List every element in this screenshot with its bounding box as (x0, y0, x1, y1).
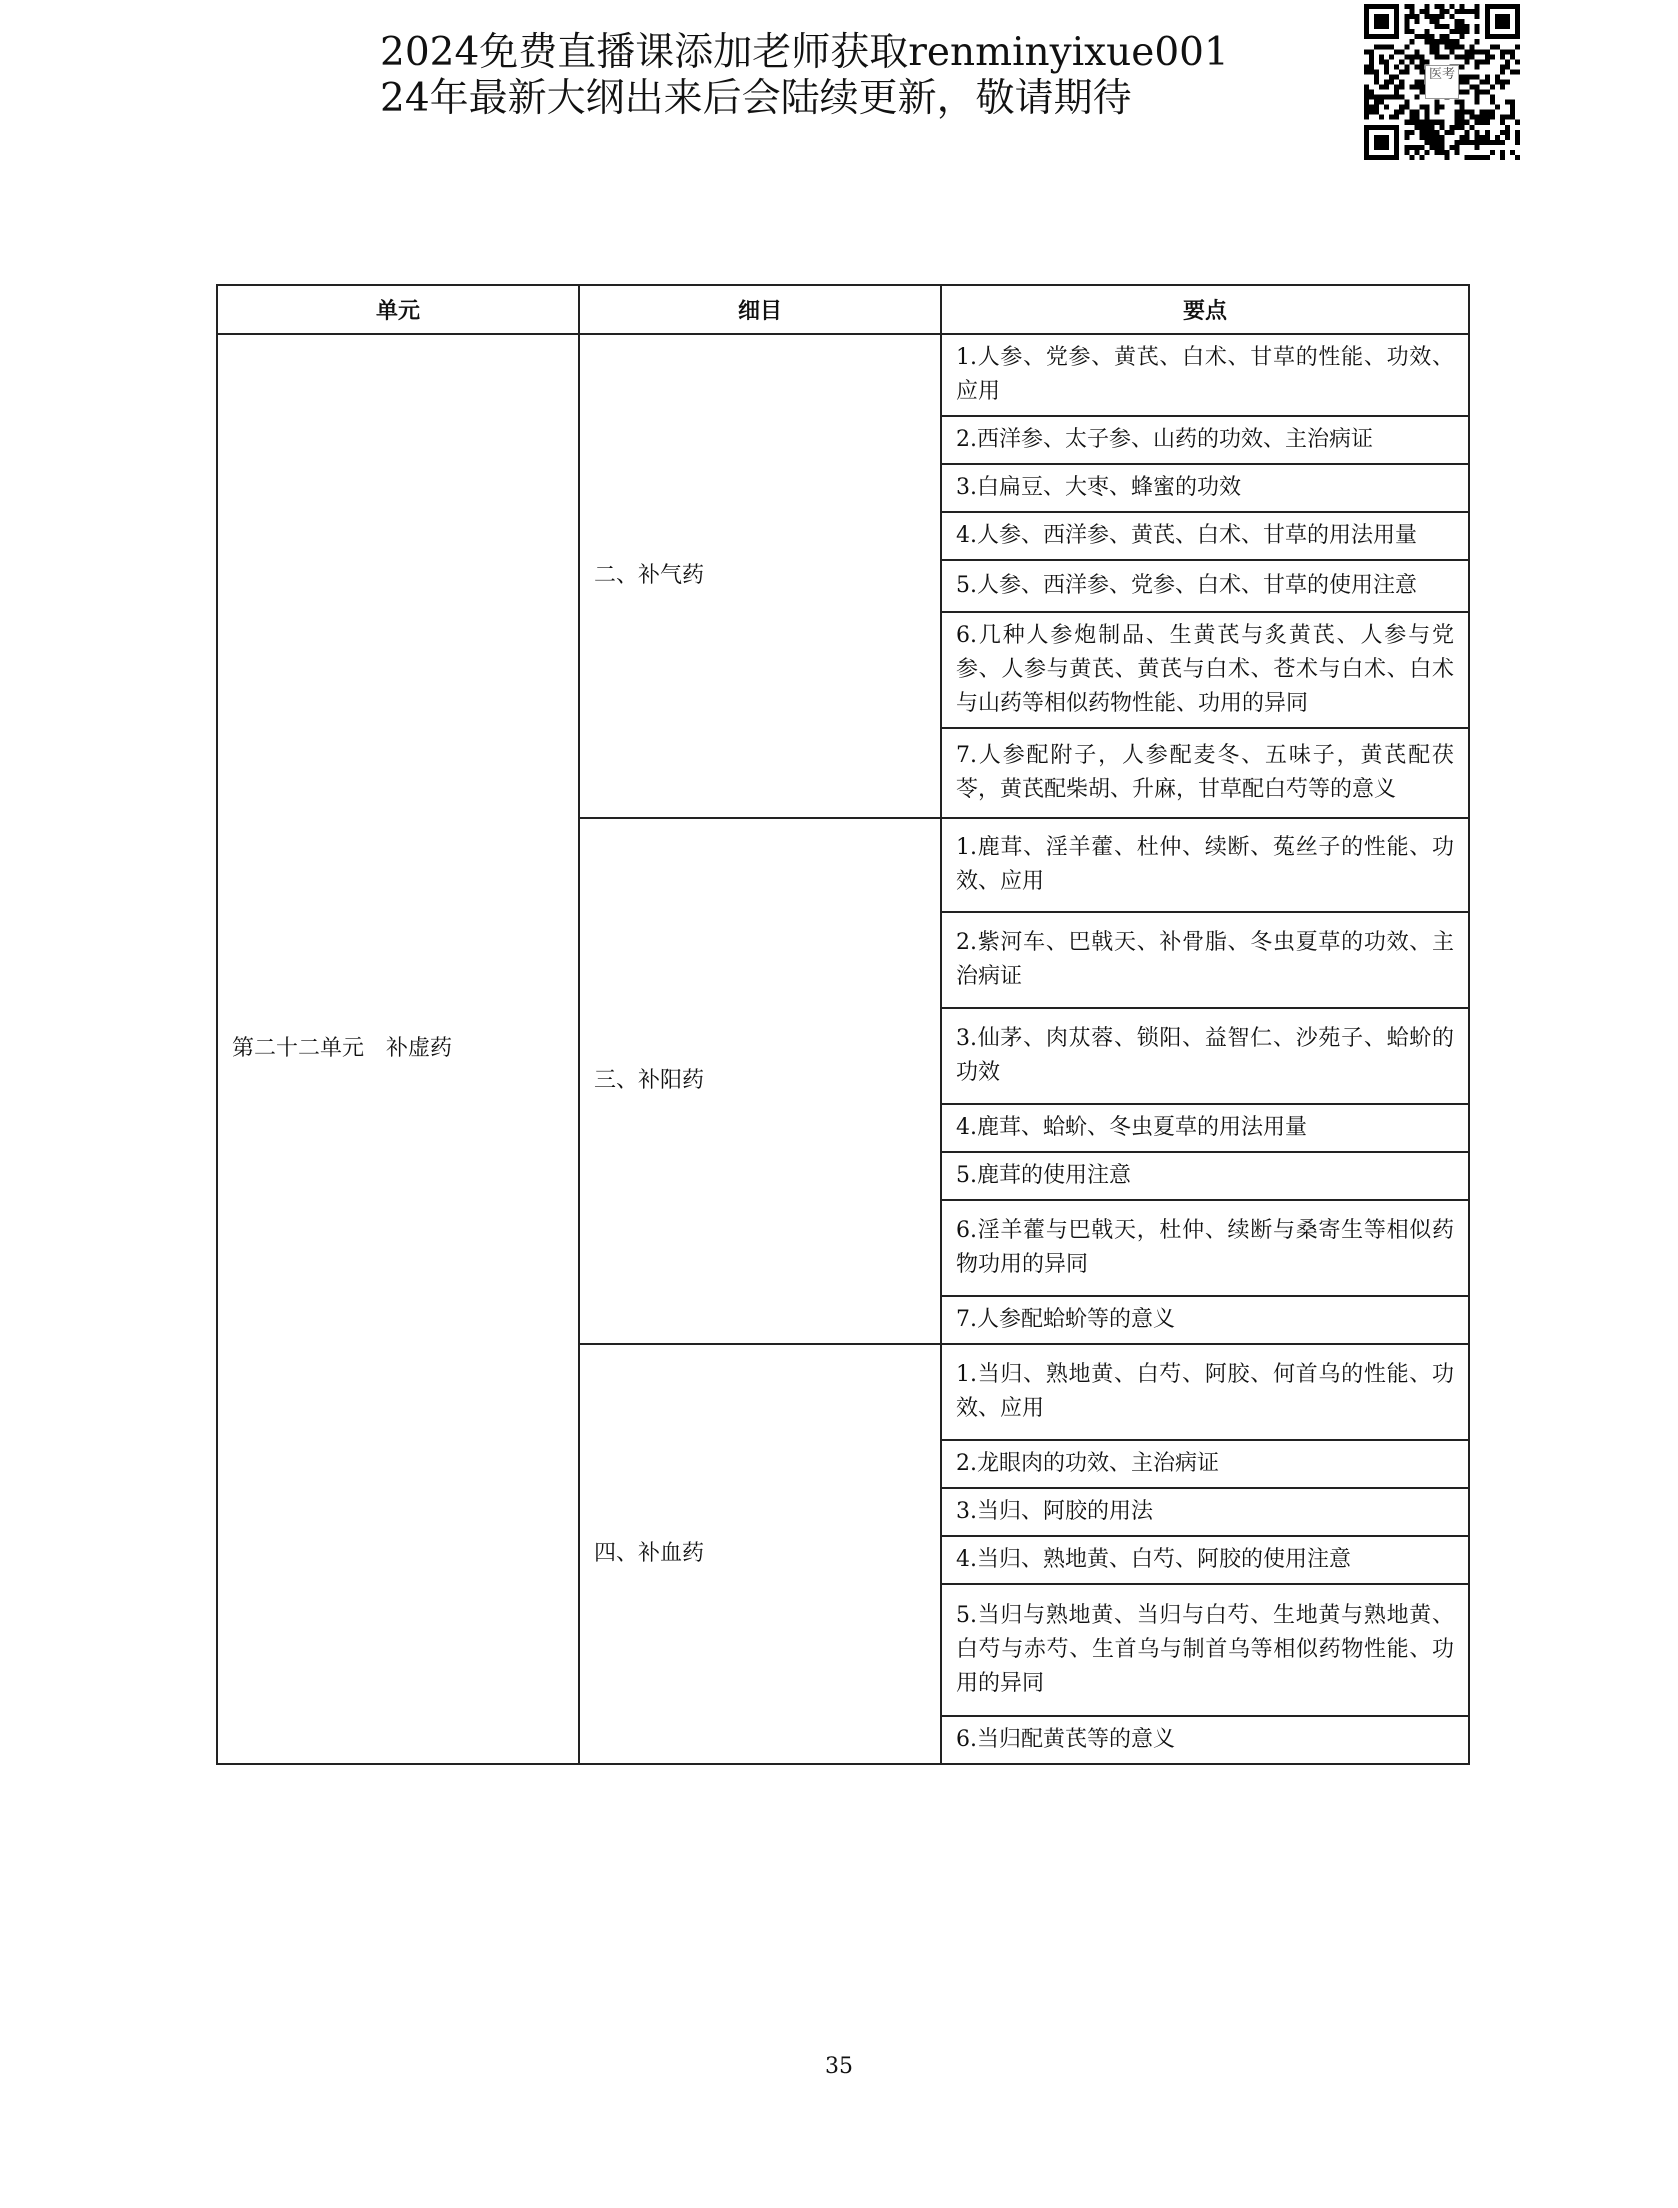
section-cell: 三、补阳药 (579, 818, 941, 1344)
column-header-unit: 单元 (217, 285, 579, 334)
point-cell: 1.人参、党参、黄芪、白术、甘草的性能、功效、应用 (941, 334, 1469, 416)
point-cell: 6.当归配黄芪等的意义 (941, 1716, 1469, 1764)
point-cell: 5.当归与熟地黄、当归与白芍、生地黄与熟地黄、白芍与赤芍、生首乌与制首乌等相似药物性能、功用的异同 (941, 1584, 1469, 1716)
point-cell: 2.紫河车、巴戟天、补骨脂、冬虫夏草的功效、主治病证 (941, 912, 1469, 1008)
point-cell: 4.鹿茸、蛤蚧、冬虫夏草的用法用量 (941, 1104, 1469, 1152)
point-cell: 3.仙茅、肉苁蓉、锁阳、益智仁、沙苑子、蛤蚧的功效 (941, 1008, 1469, 1104)
point-cell: 5.人参、西洋参、党参、白术、甘草的使用注意 (941, 560, 1469, 612)
point-cell: 6.几种人参炮制品、生黄芪与炙黄芪、人参与党参、人参与黄芪、黄芪与白术、苍术与白术、白术与山药等相似药物性能、功用的异同 (941, 612, 1469, 728)
column-header-section: 细目 (579, 285, 941, 334)
qr-logo: 医考 (1425, 65, 1459, 99)
point-cell: 4.当归、熟地黄、白芍、阿胶的使用注意 (941, 1536, 1469, 1584)
point-cell: 3.当归、阿胶的用法 (941, 1488, 1469, 1536)
qr-code-icon (1364, 4, 1520, 160)
point-cell: 5.鹿茸的使用注意 (941, 1152, 1469, 1200)
point-cell: 4.人参、西洋参、黄芪、白术、甘草的用法用量 (941, 512, 1469, 560)
unit-cell: 第二十二单元 补虚药 (217, 334, 579, 1764)
point-cell: 7.人参配附子，人参配麦冬、五味子，黄芪配茯苓，黄芪配柴胡、升麻，甘草配白芍等的意义 (941, 728, 1469, 818)
syllabus-table (216, 284, 1470, 1765)
point-cell: 2.西洋参、太子参、山药的功效、主治病证 (941, 416, 1469, 464)
point-cell: 1.鹿茸、淫羊藿、杜仲、续断、菟丝子的性能、功效、应用 (941, 818, 1469, 912)
section-cell: 四、补血药 (579, 1344, 941, 1764)
table-header-row (217, 285, 1469, 334)
header-notice-line-1: 2024免费直播课添加老师获取renminyixue001 (380, 30, 1229, 75)
point-cell: 7.人参配蛤蚧等的意义 (941, 1296, 1469, 1344)
page-number: 35 (825, 2054, 853, 2079)
point-cell: 3.白扁豆、大枣、蜂蜜的功效 (941, 464, 1469, 512)
header-notice-line-2: 24年最新大纲出来后会陆续更新，敬请期待 (380, 76, 1132, 121)
column-header-points: 要点 (941, 285, 1469, 334)
point-cell: 2.龙眼肉的功效、主治病证 (941, 1440, 1469, 1488)
point-cell: 1.当归、熟地黄、白芍、阿胶、何首乌的性能、功效、应用 (941, 1344, 1469, 1440)
point-cell: 6.淫羊藿与巴戟天，杜仲、续断与桑寄生等相似药物功用的异同 (941, 1200, 1469, 1296)
table-row (217, 334, 1469, 416)
section-cell: 二、补气药 (579, 334, 941, 818)
